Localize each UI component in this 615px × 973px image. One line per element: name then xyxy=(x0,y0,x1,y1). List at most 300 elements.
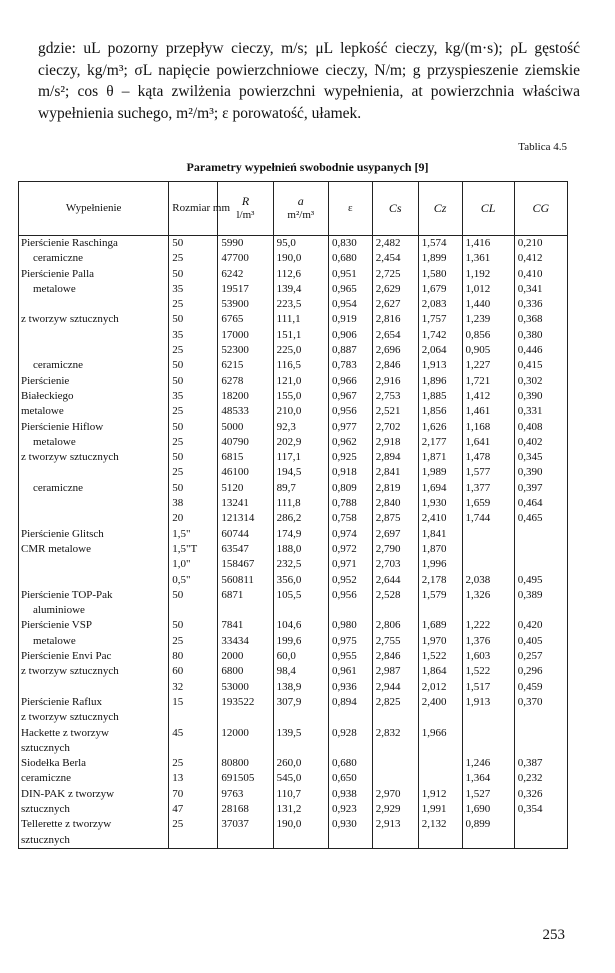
cell-cg xyxy=(514,542,567,557)
cell-name: z tworzyw sztucznych xyxy=(19,710,169,725)
cell-name: metalowe xyxy=(19,404,169,419)
cell-r: 46100 xyxy=(218,465,273,480)
table-row xyxy=(19,726,568,741)
cell-cg: 0,412 xyxy=(514,251,567,266)
cell-cg: 0,415 xyxy=(514,358,567,373)
cell-r: 5990 xyxy=(218,236,273,252)
cell-cs: 2,806 xyxy=(372,618,418,633)
cell-cz: 1,991 xyxy=(418,802,462,817)
cell-cs: 2,929 xyxy=(372,802,418,817)
cell-name: ceramiczne xyxy=(19,771,169,786)
cell-cg: 0,397 xyxy=(514,481,567,496)
cell-a: 151,1 xyxy=(273,328,328,343)
cell-r xyxy=(218,603,273,618)
cell-cs xyxy=(372,603,418,618)
cell-r: 691505 xyxy=(218,771,273,786)
cell-cz: 1,574 xyxy=(418,236,462,252)
table-row xyxy=(19,527,568,542)
cell-cs xyxy=(372,741,418,756)
cell-a: 199,6 xyxy=(273,634,328,649)
cell-a: 139,5 xyxy=(273,726,328,741)
cell-size: 13 xyxy=(169,771,218,786)
cell-r xyxy=(218,833,273,849)
cell-cl: 1,478 xyxy=(462,450,514,465)
cell-size: 25 xyxy=(169,343,218,358)
cell-cz xyxy=(418,603,462,618)
cell-r: 28168 xyxy=(218,802,273,817)
cell-cl xyxy=(462,557,514,572)
cell-cg xyxy=(514,557,567,572)
cell-eps: 0,809 xyxy=(328,481,372,496)
cell-a: 110,7 xyxy=(273,787,328,802)
cell-cg: 0,257 xyxy=(514,649,567,664)
cell-name xyxy=(19,343,169,358)
cell-size: 50 xyxy=(169,588,218,603)
cell-cs: 2,696 xyxy=(372,343,418,358)
cell-size xyxy=(169,833,218,849)
cell-cg: 0,331 xyxy=(514,404,567,419)
cell-size: 1,5"T xyxy=(169,542,218,557)
cell-eps: 0,919 xyxy=(328,312,372,327)
cell-size xyxy=(169,710,218,725)
cell-a: 92,3 xyxy=(273,420,328,435)
cell-cs: 2,846 xyxy=(372,649,418,664)
cell-cg: 0,389 xyxy=(514,588,567,603)
cell-name: sztucznych xyxy=(19,741,169,756)
cell-eps: 0,894 xyxy=(328,695,372,710)
table-row xyxy=(19,634,568,649)
cell-cl: 1,222 xyxy=(462,618,514,633)
cell-a: 155,0 xyxy=(273,389,328,404)
cell-cs: 2,702 xyxy=(372,420,418,435)
cell-size: 32 xyxy=(169,680,218,695)
cell-a: 117,1 xyxy=(273,450,328,465)
cell-name: sztucznych xyxy=(19,802,169,817)
cell-cs: 2,703 xyxy=(372,557,418,572)
table-row xyxy=(19,588,568,603)
cell-cl: 1,416 xyxy=(462,236,514,252)
cell-a: 131,2 xyxy=(273,802,328,817)
cell-cz: 1,689 xyxy=(418,618,462,633)
cell-name: Pierścienie Envi Pac xyxy=(19,649,169,664)
cell-size: 50 xyxy=(169,420,218,435)
cell-cg xyxy=(514,527,567,542)
table-row xyxy=(19,695,568,710)
table-row xyxy=(19,664,568,679)
cell-cs: 2,697 xyxy=(372,527,418,542)
cell-cz: 2,064 xyxy=(418,343,462,358)
cell-a: 223,5 xyxy=(273,297,328,312)
table-row xyxy=(19,741,568,756)
cell-name xyxy=(19,557,169,572)
cell-cs: 2,913 xyxy=(372,817,418,832)
cell-cz xyxy=(418,771,462,786)
cell-eps: 0,962 xyxy=(328,435,372,450)
cell-r: 121314 xyxy=(218,511,273,526)
header-name: Wypełnienie xyxy=(19,182,169,236)
cell-cl: 1,744 xyxy=(462,511,514,526)
cell-size: 25 xyxy=(169,756,218,771)
cell-cl: 1,412 xyxy=(462,389,514,404)
cell-name xyxy=(19,511,169,526)
cell-cs: 2,918 xyxy=(372,435,418,450)
cell-cz: 1,679 xyxy=(418,282,462,297)
cell-eps: 0,936 xyxy=(328,680,372,695)
cell-a: 138,9 xyxy=(273,680,328,695)
cell-eps xyxy=(328,741,372,756)
cell-cs: 2,970 xyxy=(372,787,418,802)
cell-a: 225,0 xyxy=(273,343,328,358)
cell-cz: 1,694 xyxy=(418,481,462,496)
cell-cl: 0,856 xyxy=(462,328,514,343)
cell-size: 80 xyxy=(169,649,218,664)
table-row xyxy=(19,481,568,496)
cell-cl: 1,377 xyxy=(462,481,514,496)
cell-r: 13241 xyxy=(218,496,273,511)
table-number: Tablica 4.5 xyxy=(518,141,567,153)
table-row xyxy=(19,833,568,849)
table-row xyxy=(19,710,568,725)
table-row xyxy=(19,236,568,252)
cell-cz: 2,177 xyxy=(418,435,462,450)
cell-cs: 2,725 xyxy=(372,267,418,282)
cell-cg: 0,465 xyxy=(514,511,567,526)
cell-cl: 0,905 xyxy=(462,343,514,358)
cell-cz xyxy=(418,710,462,725)
intro-text: gdzie: uL pozorny przepływ cieczy, m/s; μL lepkość cieczy, kg/(m·s); ρL gęstość cieczy, kg/m³; σL napięcie powierzchniowe cieczy, N/m; g przyspieszenie ziemskie m/s²; cos θ – kąta zwilżenia powierzchni wypełnienia, at powierzchnia właściwa wypełnienia suchego, m²/m³; ε porowatość, ułamek. xyxy=(38,40,580,122)
cell-r: 12000 xyxy=(218,726,273,741)
cell-size: 45 xyxy=(169,726,218,741)
cell-r: 7841 xyxy=(218,618,273,633)
cell-cz: 2,400 xyxy=(418,695,462,710)
cell-cz: 1,870 xyxy=(418,542,462,557)
cell-a: 98,4 xyxy=(273,664,328,679)
cell-cs: 2,832 xyxy=(372,726,418,741)
cell-a: 89,7 xyxy=(273,481,328,496)
cell-cs: 2,816 xyxy=(372,312,418,327)
cell-size: 47 xyxy=(169,802,218,817)
cell-cg: 0,446 xyxy=(514,343,567,358)
cell-cz xyxy=(418,756,462,771)
cell-cs: 2,944 xyxy=(372,680,418,695)
cell-r xyxy=(218,741,273,756)
cell-cz: 1,896 xyxy=(418,374,462,389)
cell-cs: 2,755 xyxy=(372,634,418,649)
cell-cl: 1,326 xyxy=(462,588,514,603)
cell-cl: 1,361 xyxy=(462,251,514,266)
cell-eps: 0,930 xyxy=(328,817,372,832)
cell-cg: 0,302 xyxy=(514,374,567,389)
cell-size xyxy=(169,741,218,756)
cell-cg: 0,210 xyxy=(514,236,567,252)
table-row xyxy=(19,802,568,817)
cell-eps: 0,918 xyxy=(328,465,372,480)
cell-cs xyxy=(372,833,418,849)
cell-cs: 2,841 xyxy=(372,465,418,480)
cell-r: 40790 xyxy=(218,435,273,450)
table-row xyxy=(19,297,568,312)
cell-cg xyxy=(514,710,567,725)
cell-r: 6800 xyxy=(218,664,273,679)
cell-name: z tworzyw sztucznych xyxy=(19,450,169,465)
header-cs: Cs xyxy=(372,182,418,236)
cell-size: 35 xyxy=(169,389,218,404)
cell-cg xyxy=(514,741,567,756)
cell-name: CMR metalowe xyxy=(19,542,169,557)
cell-eps: 0,975 xyxy=(328,634,372,649)
cell-a: 105,5 xyxy=(273,588,328,603)
cell-eps: 0,961 xyxy=(328,664,372,679)
cell-r: 48533 xyxy=(218,404,273,419)
cell-cg: 0,336 xyxy=(514,297,567,312)
cell-a: 139,4 xyxy=(273,282,328,297)
table-row xyxy=(19,420,568,435)
cell-cl: 1,721 xyxy=(462,374,514,389)
table-row xyxy=(19,450,568,465)
cell-cz: 1,871 xyxy=(418,450,462,465)
table-row xyxy=(19,649,568,664)
table-row xyxy=(19,756,568,771)
cell-size: 35 xyxy=(169,328,218,343)
cell-size: 25 xyxy=(169,251,218,266)
cell-size: 25 xyxy=(169,817,218,832)
cell-cz: 1,930 xyxy=(418,496,462,511)
table-row xyxy=(19,511,568,526)
cell-size: 0,5" xyxy=(169,573,218,588)
cell-cz: 2,012 xyxy=(418,680,462,695)
cell-cz xyxy=(418,833,462,849)
cell-size: 25 xyxy=(169,435,218,450)
cell-cl: 1,440 xyxy=(462,297,514,312)
cell-cg: 0,345 xyxy=(514,450,567,465)
table-row xyxy=(19,817,568,832)
cell-cg: 0,390 xyxy=(514,389,567,404)
cell-name: Pierścienie Glitsch xyxy=(19,527,169,542)
cell-cz: 1,856 xyxy=(418,404,462,419)
cell-cz: 1,522 xyxy=(418,649,462,664)
cell-size: 60 xyxy=(169,664,218,679)
cell-eps: 0,951 xyxy=(328,267,372,282)
cell-cl: 1,527 xyxy=(462,787,514,802)
table-row xyxy=(19,557,568,572)
cell-cz: 1,912 xyxy=(418,787,462,802)
cell-cl: 1,522 xyxy=(462,664,514,679)
table-row xyxy=(19,374,568,389)
cell-name: Białeckiego xyxy=(19,389,169,404)
cell-r: 6215 xyxy=(218,358,273,373)
cell-a: 95,0 xyxy=(273,236,328,252)
cell-cz: 1,989 xyxy=(418,465,462,480)
cell-r: 5120 xyxy=(218,481,273,496)
cell-name xyxy=(19,465,169,480)
cell-cz: 1,742 xyxy=(418,328,462,343)
cell-cs xyxy=(372,710,418,725)
cell-a: 111,1 xyxy=(273,312,328,327)
cell-cs: 2,916 xyxy=(372,374,418,389)
cell-size: 50 xyxy=(169,450,218,465)
table-row xyxy=(19,251,568,266)
cell-size: 25 xyxy=(169,465,218,480)
cell-cl: 1,192 xyxy=(462,267,514,282)
cell-r: 17000 xyxy=(218,328,273,343)
cell-cz: 1,757 xyxy=(418,312,462,327)
cell-eps: 0,887 xyxy=(328,343,372,358)
cell-eps: 0,938 xyxy=(328,787,372,802)
table-row xyxy=(19,603,568,618)
cell-a: 111,8 xyxy=(273,496,328,511)
cell-cg: 0,232 xyxy=(514,771,567,786)
cell-cg: 0,368 xyxy=(514,312,567,327)
cell-size: 50 xyxy=(169,374,218,389)
cell-name: ceramiczne xyxy=(19,358,169,373)
cell-name xyxy=(19,680,169,695)
cell-cz: 1,864 xyxy=(418,664,462,679)
cell-cs: 2,454 xyxy=(372,251,418,266)
table-row xyxy=(19,787,568,802)
cell-cs: 2,753 xyxy=(372,389,418,404)
cell-cl: 1,168 xyxy=(462,420,514,435)
cell-r: 158467 xyxy=(218,557,273,572)
table-body xyxy=(19,236,568,849)
cell-cg: 0,459 xyxy=(514,680,567,695)
header-cl: CL xyxy=(462,182,514,236)
cell-cz: 2,083 xyxy=(418,297,462,312)
cell-cl: 0,899 xyxy=(462,817,514,832)
cell-eps: 0,974 xyxy=(328,527,372,542)
cell-eps: 0,788 xyxy=(328,496,372,511)
cell-name: aluminiowe xyxy=(19,603,169,618)
cell-cl xyxy=(462,833,514,849)
cell-a: 545,0 xyxy=(273,771,328,786)
table-row xyxy=(19,267,568,282)
cell-cg: 0,296 xyxy=(514,664,567,679)
cell-cl: 1,376 xyxy=(462,634,514,649)
cell-cz: 2,132 xyxy=(418,817,462,832)
cell-name xyxy=(19,496,169,511)
cell-cz: 2,178 xyxy=(418,573,462,588)
cell-cl: 1,227 xyxy=(462,358,514,373)
cell-cg xyxy=(514,817,567,832)
cell-eps: 0,928 xyxy=(328,726,372,741)
cell-eps: 0,977 xyxy=(328,420,372,435)
cell-name: z tworzyw sztucznych xyxy=(19,664,169,679)
cell-eps: 0,971 xyxy=(328,557,372,572)
cell-name xyxy=(19,328,169,343)
table-title: Parametry wypełnień swobodnie usypanych [9] xyxy=(186,160,429,174)
cell-a: 210,0 xyxy=(273,404,328,419)
cell-r: 19517 xyxy=(218,282,273,297)
cell-eps xyxy=(328,603,372,618)
cell-cs: 2,840 xyxy=(372,496,418,511)
cell-cz: 1,885 xyxy=(418,389,462,404)
cell-cz xyxy=(418,741,462,756)
cell-cz: 1,966 xyxy=(418,726,462,741)
cell-a xyxy=(273,833,328,849)
table-row xyxy=(19,542,568,557)
cell-a: 188,0 xyxy=(273,542,328,557)
cell-cl: 1,461 xyxy=(462,404,514,419)
table-row xyxy=(19,282,568,297)
cell-cs: 2,894 xyxy=(372,450,418,465)
cell-r: 6815 xyxy=(218,450,273,465)
cell-a xyxy=(273,603,328,618)
cell-cg: 0,390 xyxy=(514,465,567,480)
cell-size: 20 xyxy=(169,511,218,526)
cell-cg: 0,326 xyxy=(514,787,567,802)
cell-eps: 0,680 xyxy=(328,756,372,771)
cell-size: 25 xyxy=(169,634,218,649)
cell-eps: 0,952 xyxy=(328,573,372,588)
cell-cl xyxy=(462,710,514,725)
cell-eps: 0,966 xyxy=(328,374,372,389)
cell-r: 47700 xyxy=(218,251,273,266)
cell-eps: 0,954 xyxy=(328,297,372,312)
cell-a: 260,0 xyxy=(273,756,328,771)
cell-eps: 0,830 xyxy=(328,236,372,252)
cell-r: 5000 xyxy=(218,420,273,435)
cell-cs: 2,482 xyxy=(372,236,418,252)
cell-a: 202,9 xyxy=(273,435,328,450)
cell-a: 60,0 xyxy=(273,649,328,664)
cell-cg: 0,495 xyxy=(514,573,567,588)
cell-cs: 2,521 xyxy=(372,404,418,419)
cell-size: 50 xyxy=(169,618,218,633)
cell-a xyxy=(273,710,328,725)
cell-cs: 2,627 xyxy=(372,297,418,312)
cell-cl xyxy=(462,542,514,557)
cell-cl: 1,577 xyxy=(462,465,514,480)
cell-cl: 1,690 xyxy=(462,802,514,817)
cell-cg: 0,402 xyxy=(514,435,567,450)
cell-name: Pierścienie Palla xyxy=(19,267,169,282)
cell-eps: 0,980 xyxy=(328,618,372,633)
table-header-row xyxy=(19,182,568,236)
cell-a: 104,6 xyxy=(273,618,328,633)
cell-cg: 0,380 xyxy=(514,328,567,343)
cell-r: 52300 xyxy=(218,343,273,358)
cell-r: 18200 xyxy=(218,389,273,404)
header-cz: Cz xyxy=(418,182,462,236)
cell-eps: 0,758 xyxy=(328,511,372,526)
cell-cl: 1,364 xyxy=(462,771,514,786)
header-size: Rozmiar mm xyxy=(169,182,218,236)
cell-name xyxy=(19,297,169,312)
table-row xyxy=(19,618,568,633)
cell-cl xyxy=(462,726,514,741)
cell-eps: 0,965 xyxy=(328,282,372,297)
cell-size: 15 xyxy=(169,695,218,710)
cell-name: Pierścienie xyxy=(19,374,169,389)
cell-eps: 0,972 xyxy=(328,542,372,557)
cell-a: 356,0 xyxy=(273,573,328,588)
cell-cs: 2,825 xyxy=(372,695,418,710)
cell-size: 50 xyxy=(169,236,218,252)
header-a: a m²/m³ xyxy=(273,182,328,236)
cell-eps: 0,967 xyxy=(328,389,372,404)
cell-cl: 1,012 xyxy=(462,282,514,297)
cell-eps: 0,956 xyxy=(328,588,372,603)
cell-name: Pierścienie Raflux xyxy=(19,695,169,710)
cell-cs xyxy=(372,771,418,786)
table-row xyxy=(19,312,568,327)
cell-name: Pierścienie Raschinga xyxy=(19,236,169,252)
cell-eps: 0,923 xyxy=(328,802,372,817)
cell-cg: 0,370 xyxy=(514,695,567,710)
cell-cs: 2,644 xyxy=(372,573,418,588)
table-row xyxy=(19,358,568,373)
cell-r: 6242 xyxy=(218,267,273,282)
cell-r: 560811 xyxy=(218,573,273,588)
